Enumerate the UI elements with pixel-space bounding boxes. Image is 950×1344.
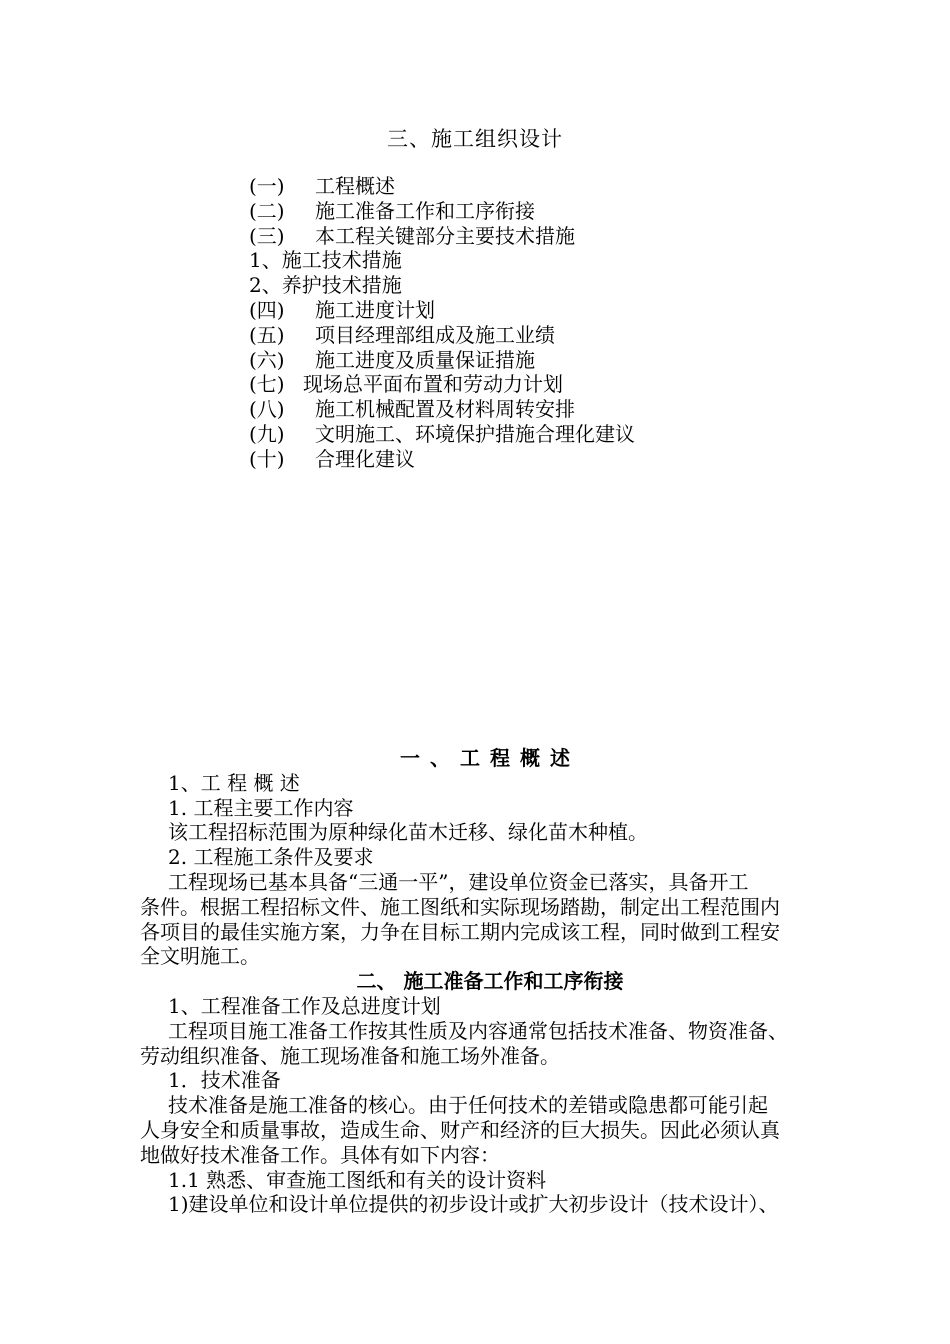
toc-item-label: 现场总平面布置和劳动力计划 [303, 372, 563, 397]
paragraph-line: 人身安全和质量事故，造成生命、财产和经济的巨大损失。因此必须认真 [140, 1117, 780, 1142]
toc-item [249, 422, 635, 447]
paragraph-line: 技术准备是施工准备的核心。由于任何技术的差错或隐患都可能引起 [168, 1093, 768, 1118]
toc-item-number: (六) [249, 347, 285, 372]
item-heading: 1. 工程主要工作内容 [168, 795, 354, 820]
toc-item-label: 施工准备工作和工序衔接 [315, 198, 535, 223]
paragraph-line: 地做好技术准备工作。具体有如下内容： [140, 1142, 500, 1167]
paragraph-line: 全文明施工。 [140, 944, 260, 969]
toc-item-number: (七) [249, 372, 285, 397]
subsection-heading: 1、工程准备工作及总进度计划 [168, 993, 441, 1018]
paragraph-line: 工程现场已基本具备“三通一平”，建设单位资金已落实，具备开工 [168, 869, 749, 894]
toc-item-number: 2、 [249, 273, 282, 298]
table-of-contents [249, 174, 635, 472]
paragraph-line: 该工程招标范围为原种绿化苗木迁移、绿化苗木种植。 [168, 820, 648, 845]
toc-item-number: (三) [249, 223, 285, 248]
toc-item-number: (四) [249, 297, 285, 322]
toc-item [249, 199, 635, 224]
toc-item-number: (二) [249, 198, 285, 223]
paragraph-line: 劳动组织准备、施工现场准备和施工场外准备。 [140, 1043, 560, 1068]
toc-item [249, 372, 635, 397]
toc-item-number: (九) [249, 421, 285, 446]
paragraph-line: 各项目的最佳实施方案，力争在目标工期内完成该工程，同时做到工程安 [140, 919, 780, 944]
toc-item [249, 174, 635, 199]
toc-item-label: 施工进度计划 [315, 297, 435, 322]
toc-item [249, 323, 635, 348]
item-heading: 2. 工程施工条件及要求 [168, 845, 374, 870]
toc-item-label: 施工进度及质量保证措施 [315, 347, 535, 372]
toc-item-number: (八) [249, 397, 285, 422]
toc-item-number: (一) [249, 174, 285, 198]
toc-item-number: (五) [249, 322, 285, 347]
toc-item [249, 273, 635, 298]
toc-item-label: 项目经理部组成及施工业绩 [315, 322, 555, 347]
toc-item-label: 施工机械配置及材料周转安排 [315, 397, 575, 422]
section-heading-overview: 一、工程概述 [400, 746, 580, 770]
toc-item-label: 本工程关键部分主要技术措施 [315, 223, 575, 248]
toc-item-label: 施工技术措施 [281, 248, 402, 273]
document-body [140, 746, 840, 1217]
toc-item-label: 合理化建议 [315, 446, 415, 471]
toc-item-label: 文明施工、环境保护措施合理化建议 [315, 421, 635, 446]
page-title: 三、施工组织设计 [387, 127, 563, 151]
toc-item-number: 1、 [249, 248, 282, 273]
toc-item-label: 工程概述 [315, 174, 395, 198]
paragraph-line: 1)建设单位和设计单位提供的初步设计或扩大初步设计（技术设计）、 [168, 1192, 779, 1217]
toc-item [249, 298, 635, 323]
toc-item [249, 397, 635, 422]
toc-item [249, 248, 635, 273]
section-heading-preparation: 二、 施工准备工作和工序衔接 [356, 969, 624, 994]
toc-item-label: 养护技术措施 [281, 273, 402, 298]
toc-item [249, 348, 635, 373]
item-heading: 1．技术准备 [168, 1068, 281, 1093]
subsection-heading: 1、工 程 概 述 [168, 770, 300, 795]
toc-item [249, 224, 635, 249]
toc-item-number: (十) [249, 446, 285, 471]
paragraph-line: 条件。根据工程招标文件、施工图纸和实际现场踏勘，制定出工程范围内 [140, 894, 780, 919]
toc-item [249, 447, 635, 472]
paragraph-line: 工程项目施工准备工作按其性质及内容通常包括技术准备、物资准备、 [168, 1018, 788, 1043]
item-heading: 1.1 熟悉、审查施工图纸和有关的设计资料 [168, 1167, 547, 1192]
